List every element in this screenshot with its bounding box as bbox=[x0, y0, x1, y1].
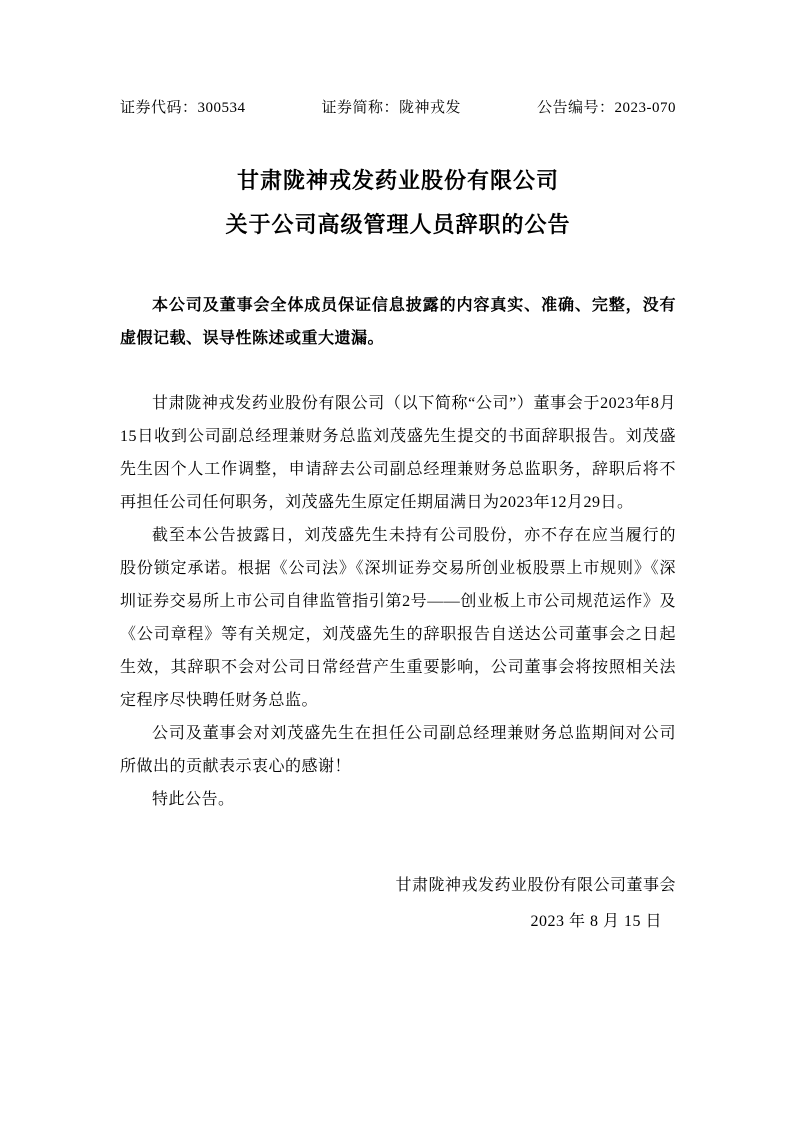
document-title-subject-line: 关于公司高级管理人员辞职的公告 bbox=[225, 212, 571, 237]
body-paragraph-closing: 特此公告。 bbox=[152, 791, 235, 808]
signature-block bbox=[120, 868, 676, 940]
body-paragraph: 公司及董事会对刘茂盛先生在担任公司副总经理兼财务总监期间对公司所做出的贡献表示衷心的感谢！ bbox=[120, 725, 676, 775]
board-declaration-text: 本公司及董事会全体成员保证信息披露的内容真实、准确、完整，没有虚假记载、误导性陈述或重大遗漏。 bbox=[120, 297, 676, 347]
stock-name-label: 证券简称：陇神戎发 bbox=[321, 100, 462, 116]
signature-date: 2023 年 8 月 15 日 bbox=[530, 913, 662, 930]
signature-company-name: 甘肃陇神戎发药业股份有限公司董事会 bbox=[395, 877, 676, 894]
document-title bbox=[120, 159, 676, 247]
stock-code-label: 证券代码：300534 bbox=[120, 100, 246, 116]
securities-header-row bbox=[120, 96, 676, 117]
announcement-body bbox=[120, 387, 676, 816]
document-title-company-line: 甘肃陇神戎发药业股份有限公司 bbox=[236, 168, 559, 193]
body-paragraph: 截至本公告披露日，刘茂盛先生未持有公司股份，亦不存在应当履行的股份锁定承诺。根据《公司法》《深圳证券交易所创业板股票上市规则》《深圳证券交易所上市公司自律监管指引第2号——创业板上市公司规范运作》及《公司章程》等有关规定，刘茂盛先生的辞职报告自送达公司董事会之日起生效，其辞职不会对公司日常经营产生重要影响，公司董事会将按照相关法定程序尽快聘任财务总监。 bbox=[120, 527, 676, 709]
body-paragraph: 甘肃陇神戎发药业股份有限公司（以下简称“公司”）董事会于2023年8月15日收到公司副总经理兼财务总监刘茂盛先生提交的书面辞职报告。刘茂盛先生因个人工作调整，申请辞去公司副总经理兼财务总监职务，辞职后将不再担任公司任何职务，刘茂盛先生原定任期届满日为2023年12月29日。 bbox=[120, 395, 676, 511]
announcement-number-label: 公告编号：2023-070 bbox=[537, 100, 676, 116]
